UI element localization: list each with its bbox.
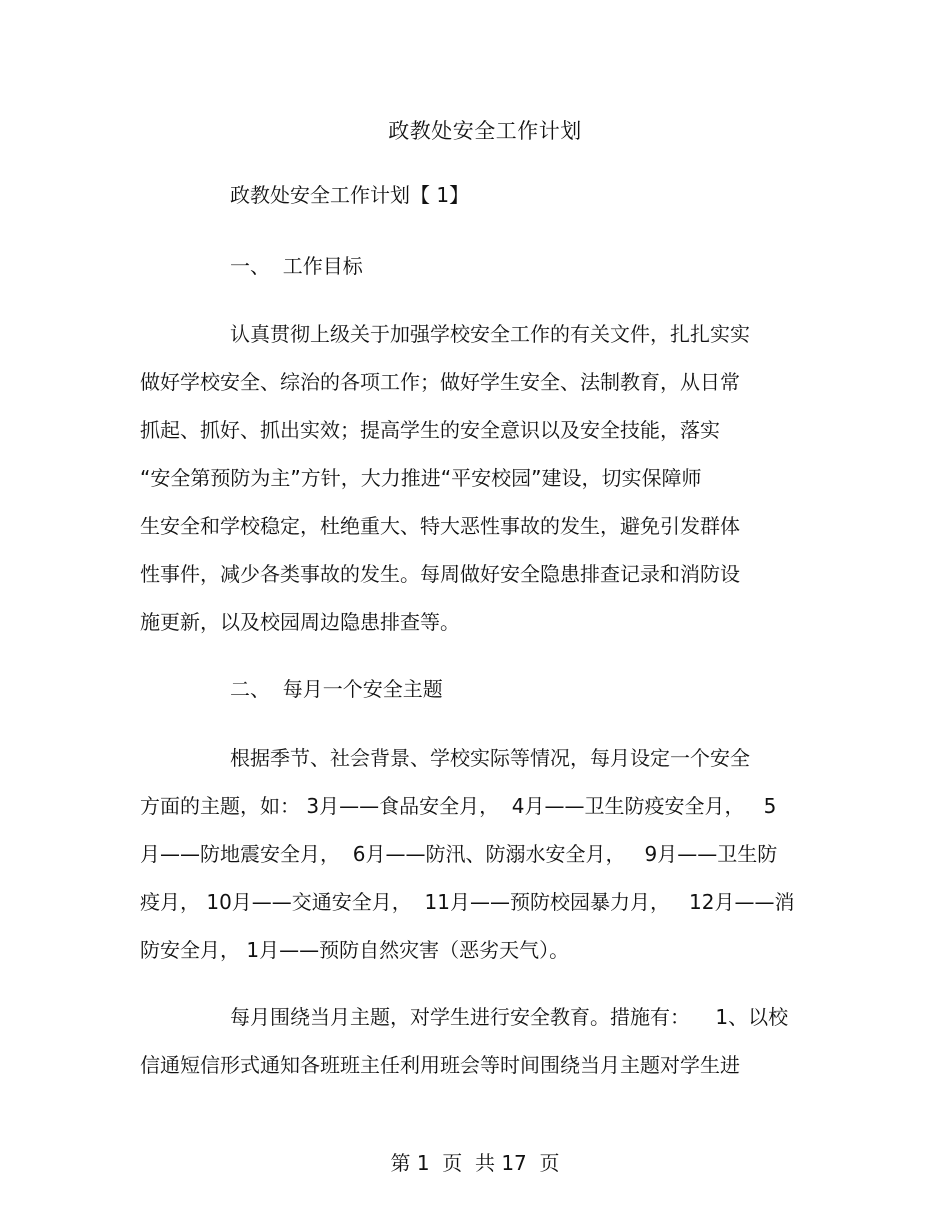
paragraph-line: 生安全和学校稳定，杜绝重大、特大恶性事故的发生，避免引发群体 [140,514,740,538]
paragraph-line: 认真贯彻上级关于加强学校安全工作的有关文件，扎扎实实 [230,322,750,346]
section-1-heading: 一、 工作目标 [230,254,363,278]
document-title: 政教处安全工作计划 [388,119,582,143]
paragraph-line: 信通短信形式通知各班班主任利用班会等时间围绕当月主题对学生进 [140,1053,740,1077]
paragraph-line: 月——防地震安全月， 6月——防汛、防溺水安全月， 9月——卫生防 [140,842,778,866]
paragraph-line: 施更新，以及校园周边隐患排查等。 [140,610,460,634]
paragraph-line: 性事件，减少各类事故的发生。每周做好安全隐患排查记录和消防设 [140,562,740,586]
paragraph-line: 做好学校安全、综治的各项工作；做好学生安全、法制教育，从日常 [140,370,740,394]
paragraph-line: 抓起、抓好、抓出实效；提高学生的安全意识以及安全技能，落实 [140,418,720,442]
page-footer: 第 1 页 共 17 页 [390,1151,560,1175]
section-2-heading: 二、 每月一个安全主题 [230,677,443,701]
document-subtitle: 政教处安全工作计划【 1】 [230,183,470,207]
paragraph-line: “安全第预防为主”方针，大力推进“平安校园”建设，切实保障师 [140,466,702,490]
paragraph-line: 每月围绕当月主题，对学生进行安全教育。措施有： 1、以校 [230,1005,789,1029]
paragraph-line: 根据季节、社会背景、学校实际等情况，每月设定一个安全 [230,746,750,770]
paragraph-line: 防安全月， 1月——预防自然灾害（恶劣天气）。 [140,938,570,962]
paragraph-line: 方面的主题，如： 3月——食品安全月， 4月——卫生防疫安全月， 5 [140,794,777,818]
paragraph-line: 疫月， 10月——交通安全月， 11月——预防校园暴力月， 12月——消 [140,890,795,914]
